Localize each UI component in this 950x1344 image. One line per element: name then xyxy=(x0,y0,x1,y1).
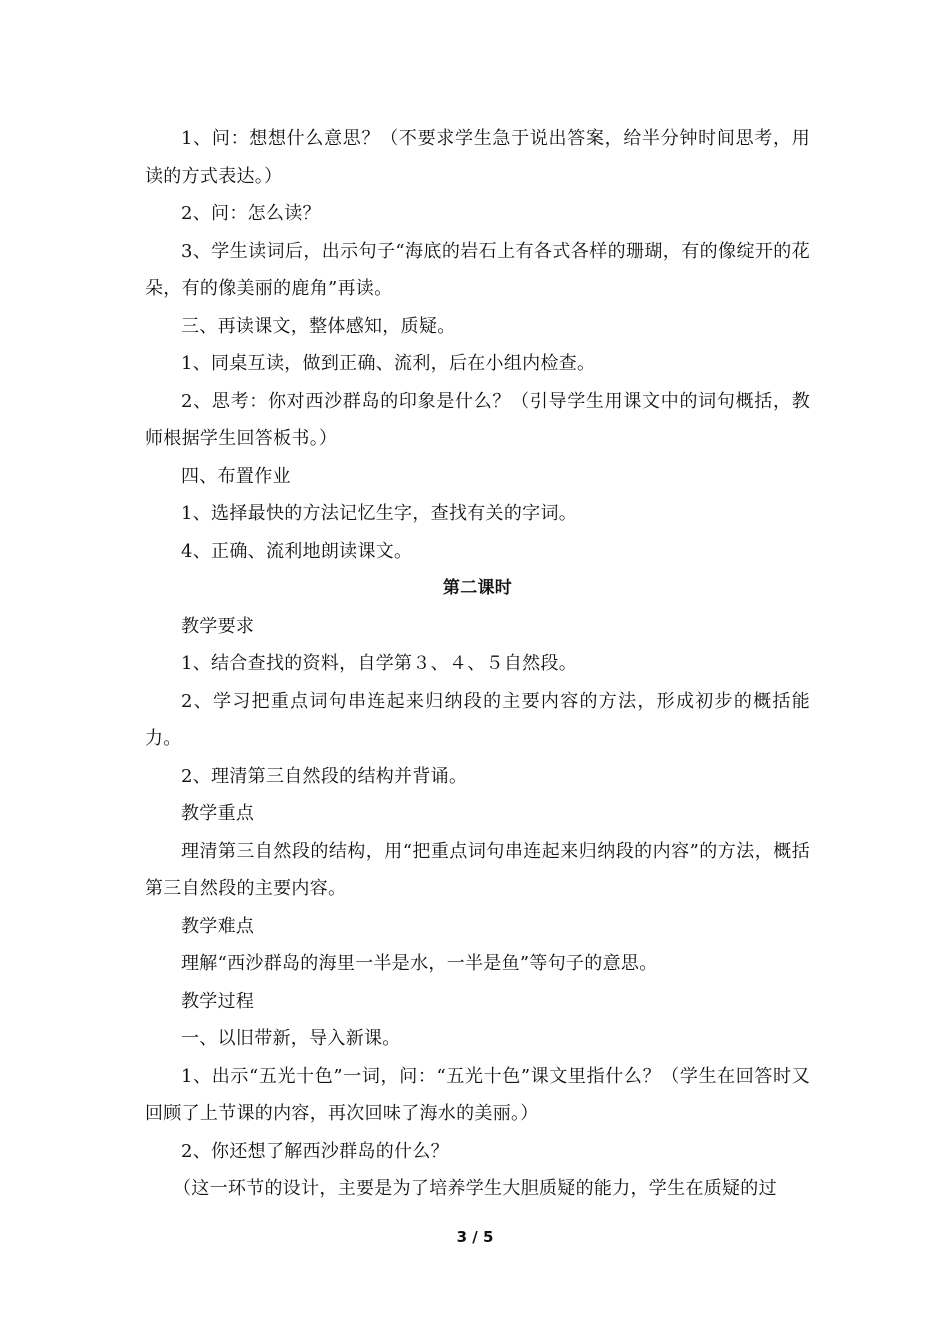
paragraph: 1、同桌互读，做到正确、流利，后在小组内检查。 xyxy=(181,353,596,374)
section-heading: 三、再读课文，整体感知，质疑。 xyxy=(181,315,456,337)
paragraph: （这一环节的设计，主要是为了培养学生大胆质疑的能力，学生在质疑的过 xyxy=(173,1178,777,1199)
paragraph: 1、选择最快的方法记忆生字，查找有关的字词。 xyxy=(181,503,578,524)
lesson-title: 第二课时 xyxy=(442,578,513,598)
section-heading: 教学要求 xyxy=(181,615,255,637)
page-number: 3 / 5 xyxy=(456,1228,494,1246)
section-heading: 教学过程 xyxy=(181,990,255,1012)
paragraph: 理解“西沙群岛的海里一半是水，一半是鱼”等句子的意思。 xyxy=(181,953,658,974)
paragraph: 2、学习把重点词句串连起来归纳段的主要内容的方法，形成初步的概括能力。 xyxy=(145,690,810,749)
paragraph: 4、正确、流利地朗读课文。 xyxy=(181,540,413,562)
body-text xyxy=(145,120,810,1208)
paragraph: 1、问：想想什么意思？（不要求学生急于说出答案，给半分钟时间思考，用读的方式表达。） xyxy=(145,128,810,187)
paragraph: 2、问：怎么读？ xyxy=(181,203,321,224)
section-heading: 四、布置作业 xyxy=(181,465,291,487)
paragraph: 2、你还想了解西沙群岛的什么？ xyxy=(181,1140,449,1162)
section-heading: 教学重点 xyxy=(181,803,255,824)
paragraph: 2、理清第三自然段的结构并背诵。 xyxy=(181,765,468,787)
paragraph: 理清第三自然段的结构，用“把重点词句串连起来归纳段的内容”的方法，概括第三自然段的主要内容。 xyxy=(145,840,810,899)
paragraph: 2、思考：你对西沙群岛的印象是什么？（引导学生用课文中的词句概括，教师根据学生回答板书。） xyxy=(145,390,810,449)
paragraph: 1、出示“五光十色”一词，问：“五光十色”课文里指什么？（学生在回答时又回顾了上节课的内容，再次回味了海水的美丽。） xyxy=(145,1065,810,1124)
paragraph: 3、学生读词后，出示句子“海底的岩石上有各式各样的珊瑚，有的像绽开的花朵，有的像美丽的鹿角”再读。 xyxy=(145,240,810,299)
section-heading: 教学难点 xyxy=(181,915,255,937)
paragraph: 1、结合查找的资料，自学第３、４、５自然段。 xyxy=(181,653,578,674)
paragraph: 一、以旧带新，导入新课。 xyxy=(181,1028,401,1049)
